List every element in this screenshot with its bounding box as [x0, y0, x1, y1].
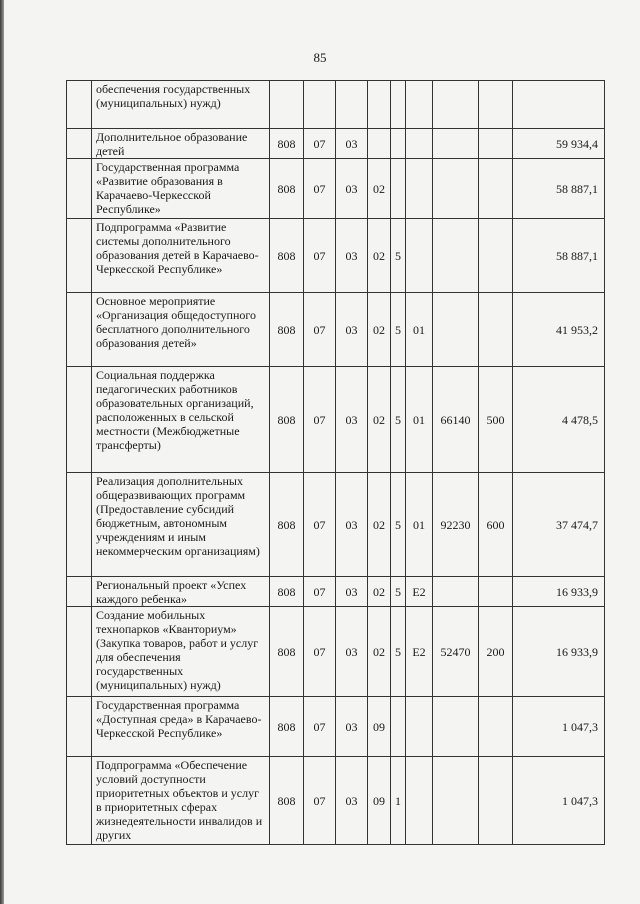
direction-code-cell: 66140 [433, 367, 479, 473]
admin-code-cell [270, 81, 304, 129]
subsection-code-cell: 03 [336, 577, 368, 607]
direction-code-cell [433, 159, 479, 219]
admin-code-cell: 808 [270, 607, 304, 697]
expense-name-cell: Реализация дополнительных общеразвивающих программ (Предоставление субсидий бюджетным, автономным учреждениям и иным некоммерческим организациям) [92, 473, 270, 577]
expense-type-code-cell [479, 577, 513, 607]
program-code-cell [368, 129, 391, 159]
direction-code-cell [433, 219, 479, 293]
expense-name-cell: Государственная программа «Доступная среда» в Карачаево-Черкесской Республике» [92, 697, 270, 757]
expense-name-cell: Социальная поддержка педагогических работников образовательных организаций, расположенных в сельской местности (Межбюджетные трансферты) [92, 367, 270, 473]
subsection-code-cell: 03 [336, 219, 368, 293]
expense-name-cell: Основное мероприятие «Организация общедоступного бесплатного дополнительного образования детей» [92, 293, 270, 367]
expense-name-cell: Создание мобильных технопарков «Кванториум» (Закупка товаров, работ и услуг для обеспечения государственных (муниципальных) нужд) [92, 607, 270, 697]
direction-code-cell: 52470 [433, 607, 479, 697]
row-index-cell [67, 129, 92, 159]
program-code-cell: 02 [368, 367, 391, 473]
admin-code-cell: 808 [270, 159, 304, 219]
subprogram-code-cell: 5 [391, 577, 406, 607]
direction-code-cell [433, 129, 479, 159]
table-row [67, 697, 605, 757]
row-index-cell [67, 219, 92, 293]
section-code-cell: 07 [304, 757, 336, 845]
row-index-cell [67, 81, 92, 129]
table-row [67, 757, 605, 845]
row-index-cell [67, 607, 92, 697]
section-code-cell: 07 [304, 577, 336, 607]
program-code-cell: 02 [368, 219, 391, 293]
subsection-code-cell [336, 81, 368, 129]
section-code-cell: 07 [304, 159, 336, 219]
expense-name-cell: Дополнительное образование детей [92, 129, 270, 159]
event-code-cell: 01 [406, 293, 433, 367]
admin-code-cell: 808 [270, 757, 304, 845]
expense-type-code-cell [479, 697, 513, 757]
event-code-cell: 01 [406, 367, 433, 473]
subsection-code-cell: 03 [336, 697, 368, 757]
subsection-code-cell: 03 [336, 473, 368, 577]
subsection-code-cell: 03 [336, 367, 368, 473]
admin-code-cell: 808 [270, 219, 304, 293]
subsection-code-cell: 03 [336, 293, 368, 367]
row-index-cell [67, 367, 92, 473]
expense-type-code-cell: 200 [479, 607, 513, 697]
amount-cell: 41 953,2 [513, 293, 605, 367]
amount-cell: 58 887,1 [513, 219, 605, 293]
budget-table [66, 80, 605, 845]
program-code-cell: 02 [368, 293, 391, 367]
program-code-cell: 09 [368, 697, 391, 757]
section-code-cell: 07 [304, 697, 336, 757]
expense-type-code-cell [479, 757, 513, 845]
amount-cell: 16 933,9 [513, 607, 605, 697]
section-code-cell: 07 [304, 293, 336, 367]
row-index-cell [67, 577, 92, 607]
amount-cell: 37 474,7 [513, 473, 605, 577]
direction-code-cell [433, 293, 479, 367]
subsection-code-cell: 03 [336, 607, 368, 697]
page-number: 85 [313, 50, 327, 65]
section-code-cell: 07 [304, 129, 336, 159]
expense-type-code-cell [479, 293, 513, 367]
amount-cell: 59 934,4 [513, 129, 605, 159]
program-code-cell [368, 81, 391, 129]
admin-code-cell: 808 [270, 473, 304, 577]
expense-name-cell: обеспечения государственных (муниципальных) нужд) [92, 81, 270, 129]
table-row [67, 293, 605, 367]
direction-code-cell [433, 81, 479, 129]
row-index-cell [67, 293, 92, 367]
event-code-cell [406, 219, 433, 293]
program-code-cell: 02 [368, 607, 391, 697]
event-code-cell [406, 697, 433, 757]
row-index-cell [67, 473, 92, 577]
subprogram-code-cell: 1 [391, 757, 406, 845]
event-code-cell: E2 [406, 577, 433, 607]
expense-type-code-cell [479, 219, 513, 293]
row-index-cell [67, 159, 92, 219]
event-code-cell [406, 129, 433, 159]
event-code-cell: 01 [406, 473, 433, 577]
expense-name-cell: Подпрограмма «Обеспечение условий доступности приоритетных объектов и услуг в приоритетных сферах жизнедеятельности инвалидов и других [92, 757, 270, 845]
subprogram-code-cell: 5 [391, 219, 406, 293]
amount-cell [513, 81, 605, 129]
program-code-cell: 02 [368, 473, 391, 577]
amount-cell: 58 887,1 [513, 159, 605, 219]
expense-type-code-cell [479, 159, 513, 219]
direction-code-cell [433, 757, 479, 845]
admin-code-cell: 808 [270, 367, 304, 473]
subprogram-code-cell [391, 129, 406, 159]
expense-name-cell: Государственная программа «Развитие образования в Карачаево-Черкесской Республике» [92, 159, 270, 219]
table-row [67, 129, 605, 159]
expense-name-cell: Региональный проект «Успех каждого ребенка» [92, 577, 270, 607]
subprogram-code-cell: 5 [391, 293, 406, 367]
event-code-cell: E2 [406, 607, 433, 697]
expense-type-code-cell [479, 81, 513, 129]
admin-code-cell: 808 [270, 577, 304, 607]
direction-code-cell: 92230 [433, 473, 479, 577]
amount-cell: 1 047,3 [513, 697, 605, 757]
section-code-cell: 07 [304, 607, 336, 697]
subprogram-code-cell [391, 697, 406, 757]
section-code-cell: 07 [304, 219, 336, 293]
section-code-cell [304, 81, 336, 129]
subsection-code-cell: 03 [336, 757, 368, 845]
program-code-cell: 02 [368, 159, 391, 219]
table-row [67, 577, 605, 607]
expense-type-code-cell [479, 129, 513, 159]
admin-code-cell: 808 [270, 293, 304, 367]
section-code-cell: 07 [304, 367, 336, 473]
table-row [67, 219, 605, 293]
program-code-cell: 02 [368, 577, 391, 607]
subprogram-code-cell [391, 81, 406, 129]
section-code-cell: 07 [304, 473, 336, 577]
direction-code-cell [433, 697, 479, 757]
row-index-cell [67, 697, 92, 757]
table-row [67, 81, 605, 129]
admin-code-cell: 808 [270, 129, 304, 159]
subprogram-code-cell: 5 [391, 607, 406, 697]
table-row [67, 367, 605, 473]
subprogram-code-cell: 5 [391, 367, 406, 473]
table-row [67, 159, 605, 219]
expense-type-code-cell: 500 [479, 367, 513, 473]
event-code-cell [406, 81, 433, 129]
event-code-cell [406, 757, 433, 845]
admin-code-cell: 808 [270, 697, 304, 757]
expense-name-cell: Подпрограмма «Развитие системы дополнительного образования детей в Карачаево-Черкесской Республике» [92, 219, 270, 293]
expense-type-code-cell: 600 [479, 473, 513, 577]
page-left-edge [0, 0, 4, 904]
row-index-cell [67, 757, 92, 845]
event-code-cell [406, 159, 433, 219]
subprogram-code-cell: 5 [391, 473, 406, 577]
subsection-code-cell: 03 [336, 129, 368, 159]
amount-cell: 1 047,3 [513, 757, 605, 845]
amount-cell: 16 933,9 [513, 577, 605, 607]
program-code-cell: 09 [368, 757, 391, 845]
direction-code-cell [433, 577, 479, 607]
subprogram-code-cell [391, 159, 406, 219]
amount-cell: 4 478,5 [513, 367, 605, 473]
subsection-code-cell: 03 [336, 159, 368, 219]
table-row [67, 473, 605, 577]
table-row [67, 607, 605, 697]
